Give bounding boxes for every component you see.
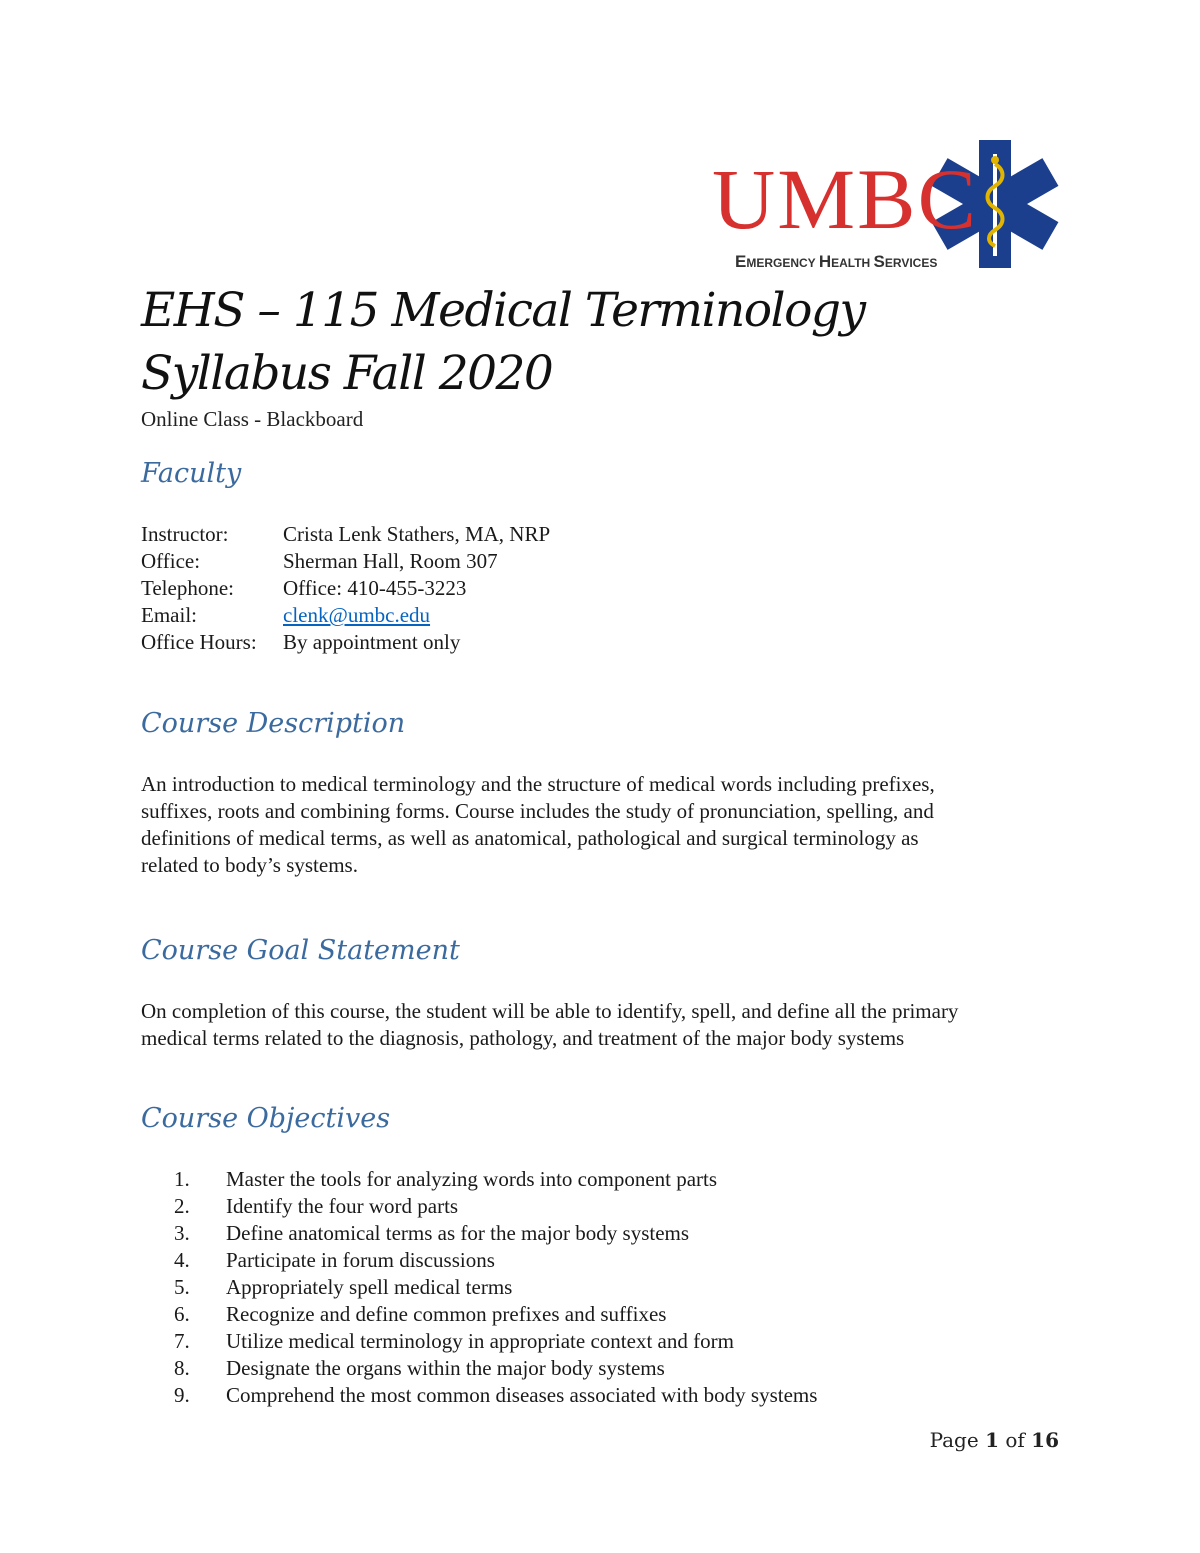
list-number: 8. bbox=[174, 1356, 190, 1380]
faculty-row-telephone bbox=[141, 575, 550, 602]
title-line-1: EHS – 115 Medical Terminology bbox=[141, 283, 865, 338]
list-number: 9. bbox=[174, 1383, 190, 1407]
paragraph-line: related to body’s systems. bbox=[141, 853, 358, 877]
list-number: 5. bbox=[174, 1275, 190, 1299]
page-number bbox=[930, 1428, 1059, 1452]
list-item bbox=[141, 1274, 817, 1301]
umbc-ehs-logo bbox=[708, 140, 1064, 278]
list-number: 6. bbox=[174, 1302, 190, 1326]
list-number: 3. bbox=[174, 1221, 190, 1245]
course-goal-text bbox=[141, 998, 1071, 1052]
paragraph-line: medical terms related to the diagnosis, pathology, and treatment of the major body systems bbox=[141, 1026, 905, 1050]
faculty-row-office-hours bbox=[141, 629, 550, 656]
total-pages: 16 bbox=[1031, 1428, 1059, 1452]
list-text: Designate the organs within the major body systems bbox=[226, 1356, 665, 1380]
faculty-label: Office Hours: bbox=[141, 630, 257, 654]
course-goal-heading: Course Goal Statement bbox=[141, 935, 460, 966]
list-text: Participate in forum discussions bbox=[226, 1248, 495, 1272]
subtitle: Online Class - Blackboard bbox=[141, 407, 364, 431]
paragraph-line: suffixes, roots and combining forms. Course includes the study of pronunciation, spelling, and bbox=[141, 799, 934, 823]
faculty-label: Office: bbox=[141, 549, 201, 573]
faculty-heading: Faculty bbox=[141, 458, 242, 489]
faculty-value: By appointment only bbox=[283, 630, 461, 654]
list-item bbox=[141, 1301, 817, 1328]
logo-wordmark: UMBC bbox=[712, 151, 978, 247]
paragraph-line: definitions of medical terms, as well as anatomical, pathological and surgical terminology as bbox=[141, 826, 919, 850]
faculty-table bbox=[141, 521, 550, 656]
faculty-value: Crista Lenk Stathers, MA, NRP bbox=[283, 522, 551, 546]
email-link[interactable]: clenk@umbc.edu bbox=[283, 603, 431, 627]
list-item bbox=[141, 1328, 817, 1355]
list-text: Comprehend the most common diseases associated with body systems bbox=[226, 1383, 818, 1407]
list-number: 1. bbox=[174, 1167, 190, 1191]
course-description-heading: Course Description bbox=[141, 708, 406, 739]
course-description-text bbox=[141, 771, 1071, 879]
page-word: Page bbox=[929, 1428, 979, 1452]
faculty-row-email bbox=[141, 602, 550, 629]
faculty-label: Email: bbox=[141, 603, 197, 627]
list-item bbox=[141, 1166, 817, 1193]
faculty-row-instructor bbox=[141, 521, 550, 548]
objectives-list bbox=[141, 1166, 817, 1409]
list-number: 2. bbox=[174, 1194, 190, 1218]
list-item bbox=[141, 1220, 817, 1247]
faculty-row-office bbox=[141, 548, 550, 575]
faculty-label: Instructor: bbox=[141, 522, 229, 546]
list-text: Identify the four word parts bbox=[226, 1194, 459, 1218]
list-item bbox=[141, 1247, 817, 1274]
list-number: 7. bbox=[174, 1329, 190, 1353]
of-word: of bbox=[1005, 1428, 1025, 1452]
logo-tag-s: S bbox=[873, 252, 885, 271]
logo-tag-h: H bbox=[818, 252, 832, 271]
faculty-label: Telephone: bbox=[141, 576, 234, 600]
list-item bbox=[141, 1193, 817, 1220]
list-item bbox=[141, 1355, 817, 1382]
list-text: Recognize and define common prefixes and suffixes bbox=[226, 1302, 667, 1326]
logo-tag-mergency: MERGENCY bbox=[746, 256, 819, 270]
logo-tag-ervices: ERVICES bbox=[884, 256, 938, 270]
course-objectives-heading: Course Objectives bbox=[141, 1103, 391, 1134]
faculty-value: Office: 410-455-3223 bbox=[283, 576, 467, 600]
logo-tag-e: E bbox=[735, 252, 747, 271]
list-text: Master the tools for analyzing words into component parts bbox=[226, 1167, 718, 1191]
list-text: Define anatomical terms as for the major body systems bbox=[226, 1221, 690, 1245]
list-item bbox=[141, 1382, 817, 1409]
faculty-value: Sherman Hall, Room 307 bbox=[283, 549, 498, 573]
title-line-2: Syllabus Fall 2020 bbox=[141, 346, 553, 401]
paragraph-line: An introduction to medical terminology and the structure of medical words including prefixes, bbox=[141, 772, 935, 796]
logo-tagline bbox=[735, 252, 937, 271]
logo-tag-ealth: EALTH bbox=[831, 256, 874, 270]
current-page: 1 bbox=[985, 1428, 999, 1452]
list-text: Utilize medical terminology in appropriate context and form bbox=[226, 1329, 734, 1353]
list-text: Appropriately spell medical terms bbox=[226, 1275, 513, 1299]
paragraph-line: On completion of this course, the student will be able to identify, spell, and define all the primary bbox=[141, 999, 959, 1023]
list-number: 4. bbox=[174, 1248, 190, 1272]
